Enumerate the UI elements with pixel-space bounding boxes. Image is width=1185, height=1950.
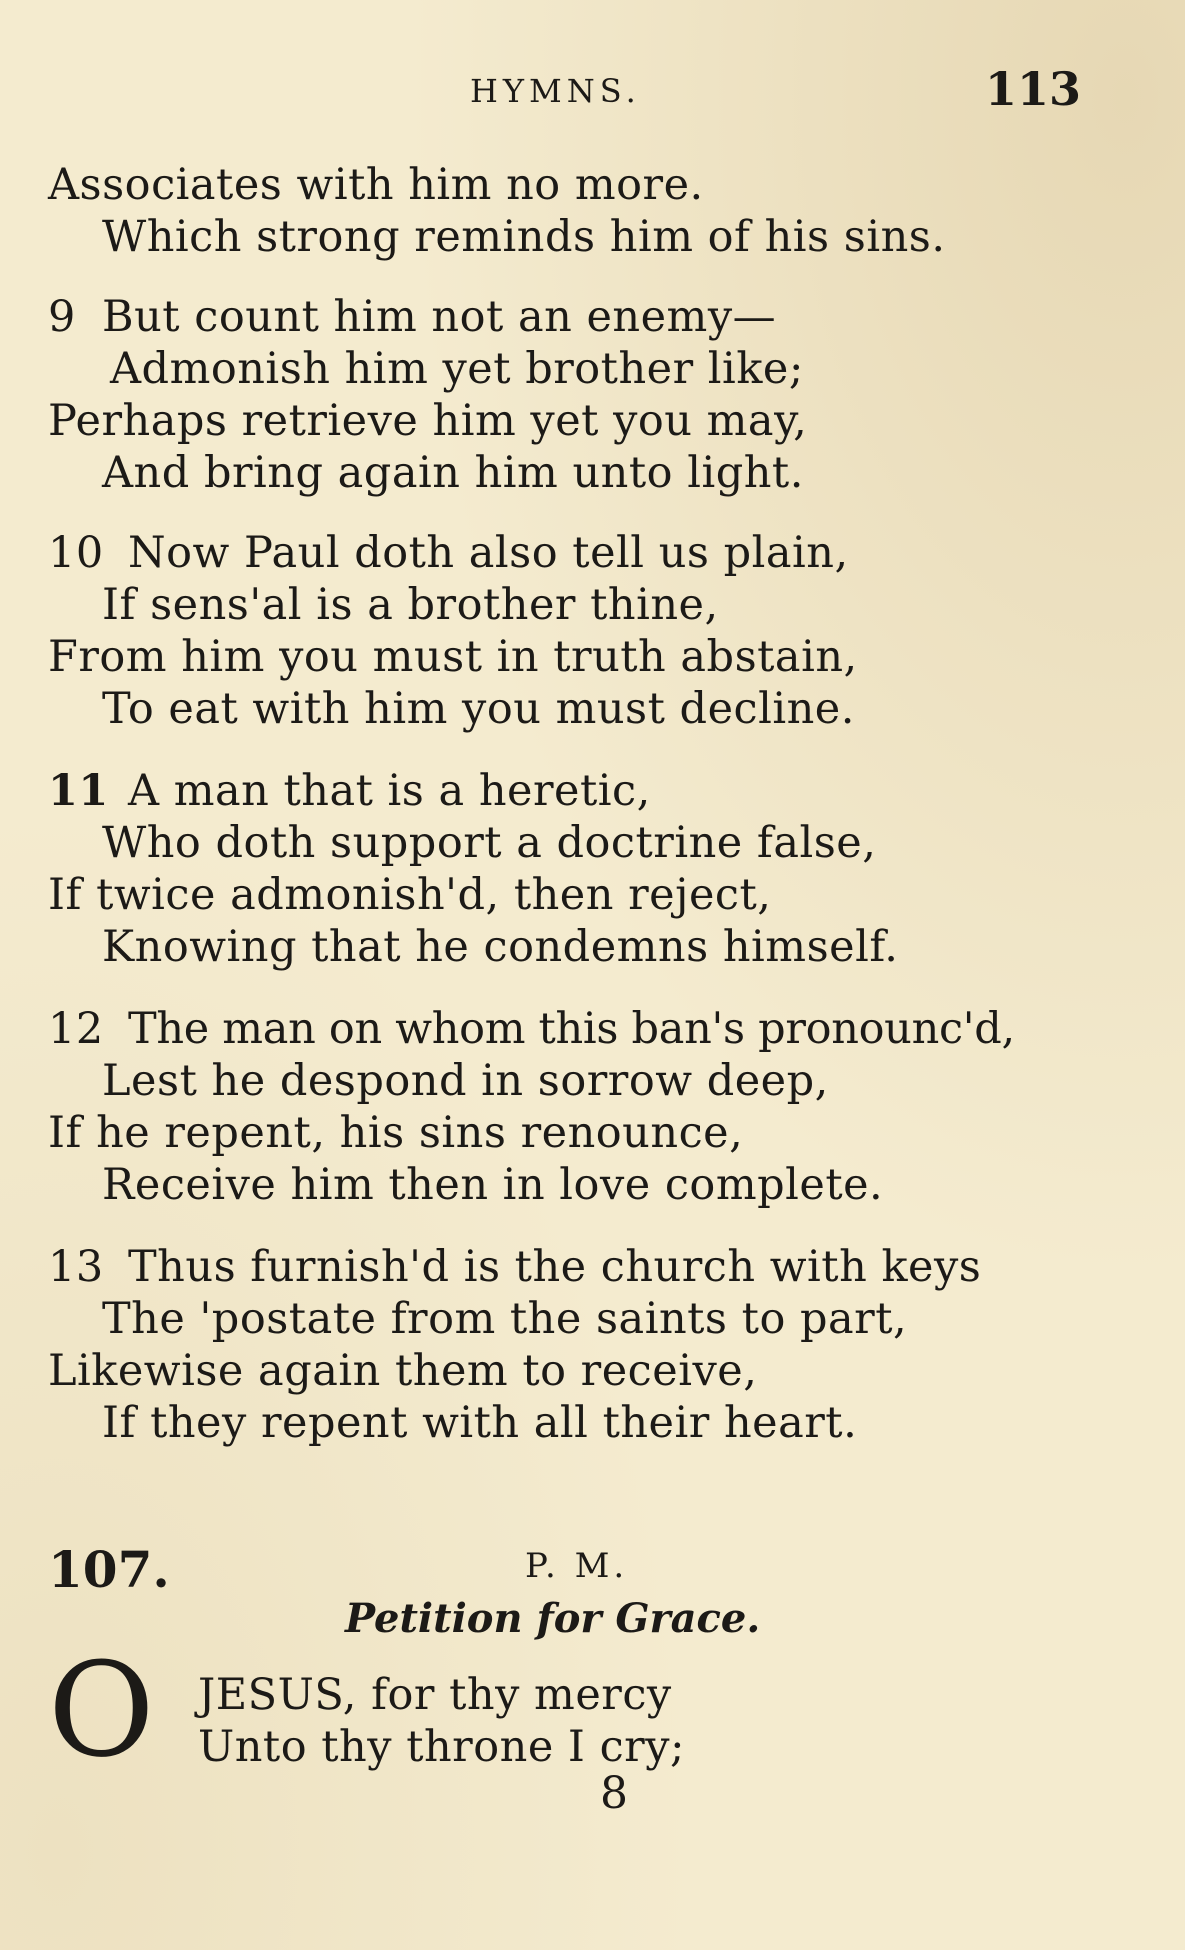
stanza-line: Knowing that he condemns himself. <box>102 922 899 972</box>
stanza-number: 10 <box>48 528 104 578</box>
stanza-line: Perhaps retrieve him yet you may, <box>48 396 808 446</box>
stanza-line: But count him not an enemy— <box>102 292 777 342</box>
stanza-line: The man on whom this ban's pronounc'd, <box>128 1004 1015 1054</box>
stanza-line: From him you must in truth abstain, <box>48 632 858 682</box>
stanza-line: The 'postate from the saints to part, <box>102 1294 908 1344</box>
stanza-line: Thus furnish'd is the church with keys <box>128 1242 982 1292</box>
continuation-line: Which strong reminds him of his sins. <box>102 212 946 262</box>
running-head: HYMNS. <box>470 72 641 110</box>
stanza-line: If sens'al is a brother thine, <box>102 580 719 630</box>
hymn-meter: P. M. <box>525 1546 629 1586</box>
drop-cap: O <box>48 1634 155 1786</box>
stanza-number: 9 <box>48 292 76 342</box>
continuation-line: Associates with him no more. <box>48 160 704 210</box>
stanza-line: If twice admonish'd, then reject, <box>48 870 772 920</box>
stanza-line: To eat with him you must decline. <box>102 684 855 734</box>
stanza-line: Admonish him yet brother like; <box>110 344 804 394</box>
stanza-number: 13 <box>48 1242 104 1292</box>
stanza-line: A man that is a heretic, <box>128 766 651 816</box>
hymn-line: Unto thy throne I cry; <box>198 1722 686 1772</box>
stanza-line: If he repent, his sins renounce, <box>48 1108 744 1158</box>
hymn-title: Petition for Grace. <box>345 1595 761 1642</box>
stanza-line: Likewise again them to receive, <box>48 1346 758 1396</box>
hymn-line: JESUS, for thy mercy <box>198 1670 672 1720</box>
stanza-line: Now Paul doth also tell us plain, <box>128 528 849 578</box>
signature-mark: 8 <box>600 1768 628 1819</box>
stanza-line: Receive him then in love complete. <box>102 1160 884 1210</box>
stanza-line: And bring again him unto light. <box>102 448 804 498</box>
stanza-line: If they repent with all their heart. <box>102 1398 858 1448</box>
stanza-line: Lest he despond in sorrow deep, <box>102 1056 829 1106</box>
stanza-number: 12 <box>48 1004 104 1054</box>
page-number: 113 <box>985 62 1082 116</box>
hymn-number: 107. <box>48 1540 170 1599</box>
stanza-line: Who doth support a doctrine false, <box>102 818 877 868</box>
stanza-number: 11 <box>48 766 109 816</box>
